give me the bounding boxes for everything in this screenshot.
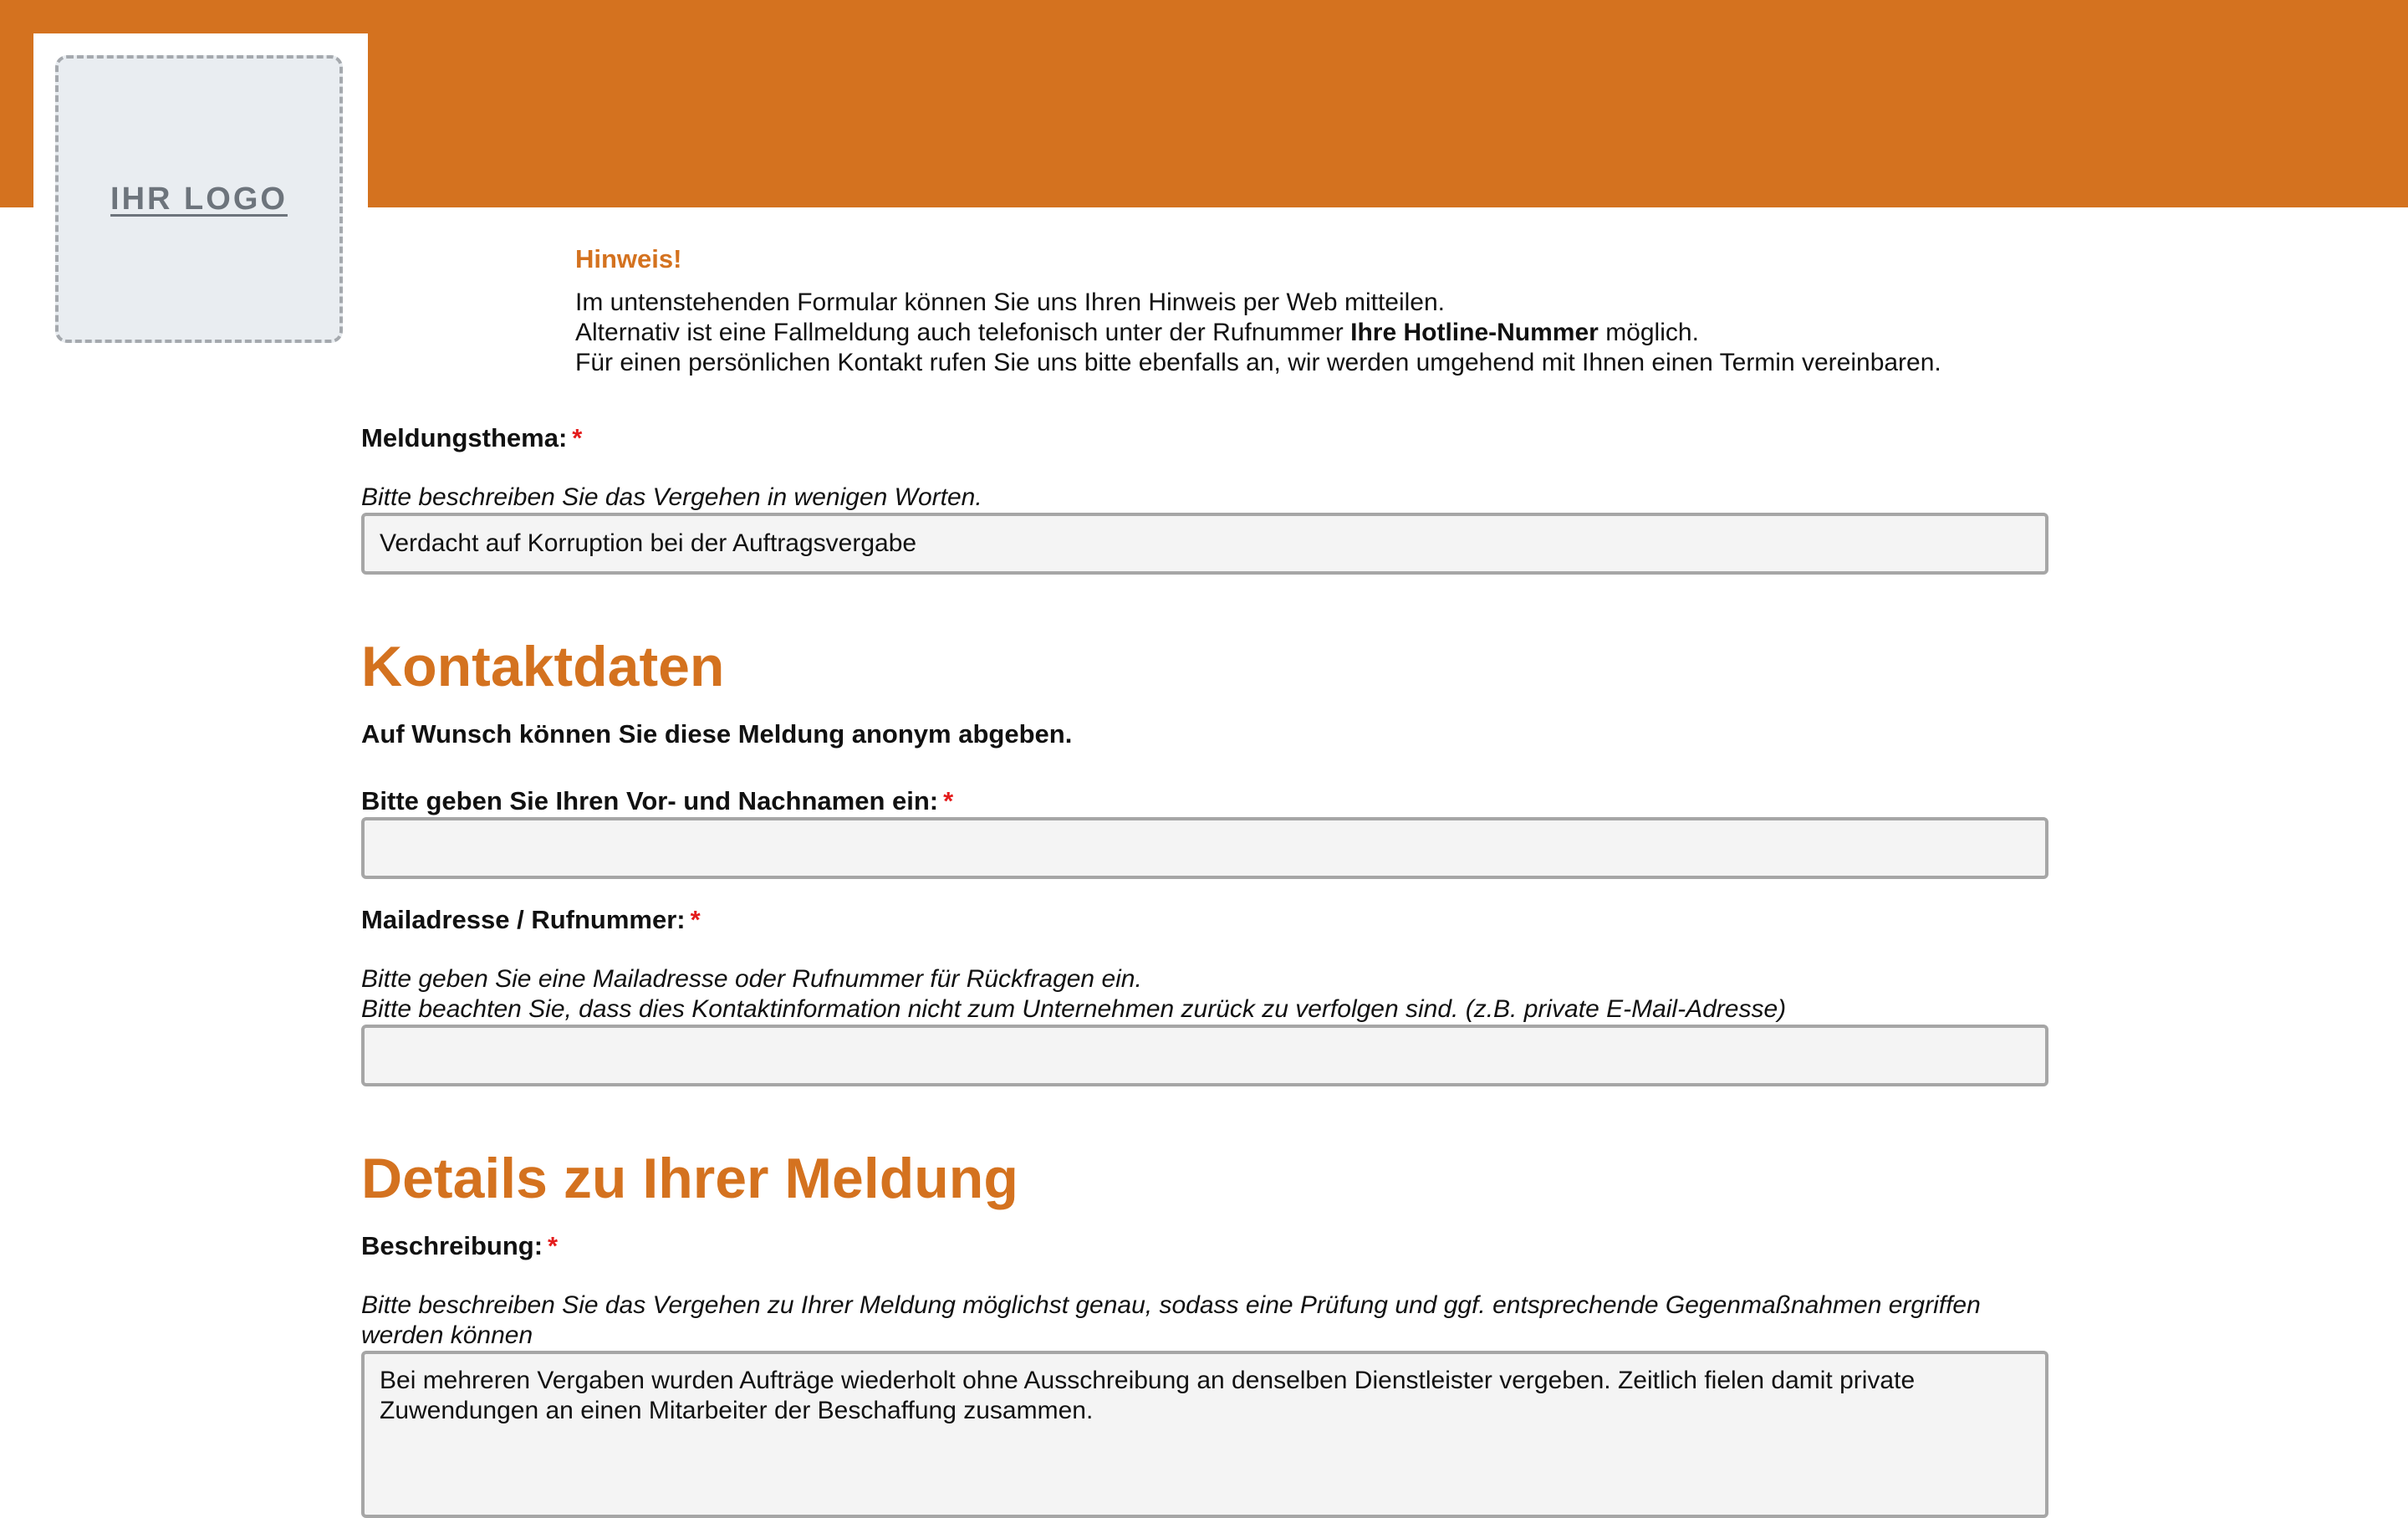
description-label-text: Beschreibung: (361, 1231, 543, 1260)
logo-text: IHR LOGO (110, 181, 288, 217)
logo-placeholder[interactable] (55, 55, 343, 343)
required-marker: * (690, 905, 701, 934)
notice-title: Hinweis! (575, 244, 682, 273)
mail-label (361, 904, 2050, 936)
topic-label-text: Meldungsthema: (361, 423, 568, 452)
mail-input[interactable] (361, 1025, 2048, 1086)
notice-hotline-prefix: Alternativ ist eine Fallmeldung auch telefonisch unter der Rufnummer (575, 319, 1351, 346)
notice-line-web: Im untenstehenden Formular können Sie uns Ihren Hinweis per Web mitteilen. (575, 289, 1445, 316)
contact-heading: Kontaktdaten (361, 635, 725, 698)
details-heading: Details zu Ihrer Meldung (361, 1147, 1018, 1210)
name-label (361, 785, 2050, 817)
required-marker: * (548, 1231, 559, 1260)
required-marker: * (943, 786, 954, 815)
description-label (361, 1230, 2050, 1262)
mail-help-line2: Bitte beachten Sie, dass dies Kontaktinformation nicht zum Unternehmen zurück zu verfolgen sind. (z.B. private E-Mail-Adresse) (361, 995, 1787, 1023)
required-marker: * (572, 423, 583, 452)
hotline-number: Ihre Hotline-Nummer (1350, 319, 1599, 346)
name-input[interactable] (361, 817, 2048, 879)
notice-line-contact: Für einen persönlichen Kontakt rufen Sie uns bitte ebenfalls an, wir werden umgehend mit Ihnen einen Termin vereinbaren. (575, 349, 1941, 376)
description-textarea[interactable] (361, 1351, 2048, 1518)
notice-hotline-suffix: möglich. (1598, 319, 1699, 346)
mail-help-line1: Bitte geben Sie eine Mailadresse oder Rufnummer für Rückfragen ein. (361, 965, 1142, 993)
name-label-text: Bitte geben Sie Ihren Vor- und Nachnamen ein: (361, 786, 939, 815)
notice-line-hotline (575, 318, 2331, 348)
topic-input[interactable] (361, 513, 2048, 575)
logo-frame (33, 33, 368, 368)
report-form (361, 422, 2050, 1518)
notice-block (575, 243, 2331, 378)
topic-label (361, 422, 2050, 454)
description-help: Bitte beschreiben Sie das Vergehen zu Ihrer Meldung möglichst genau, sodass eine Prüfung und ggf. entsprechende Gegenmaßnahmen ergriffen werden können (361, 1291, 1981, 1349)
mail-label-text: Mailadresse / Rufnummer: (361, 905, 686, 934)
anonymous-note: Auf Wunsch können Sie diese Meldung anonym abgeben. (361, 719, 1073, 749)
topic-help: Bitte beschreiben Sie das Vergehen in wenigen Worten. (361, 483, 982, 511)
